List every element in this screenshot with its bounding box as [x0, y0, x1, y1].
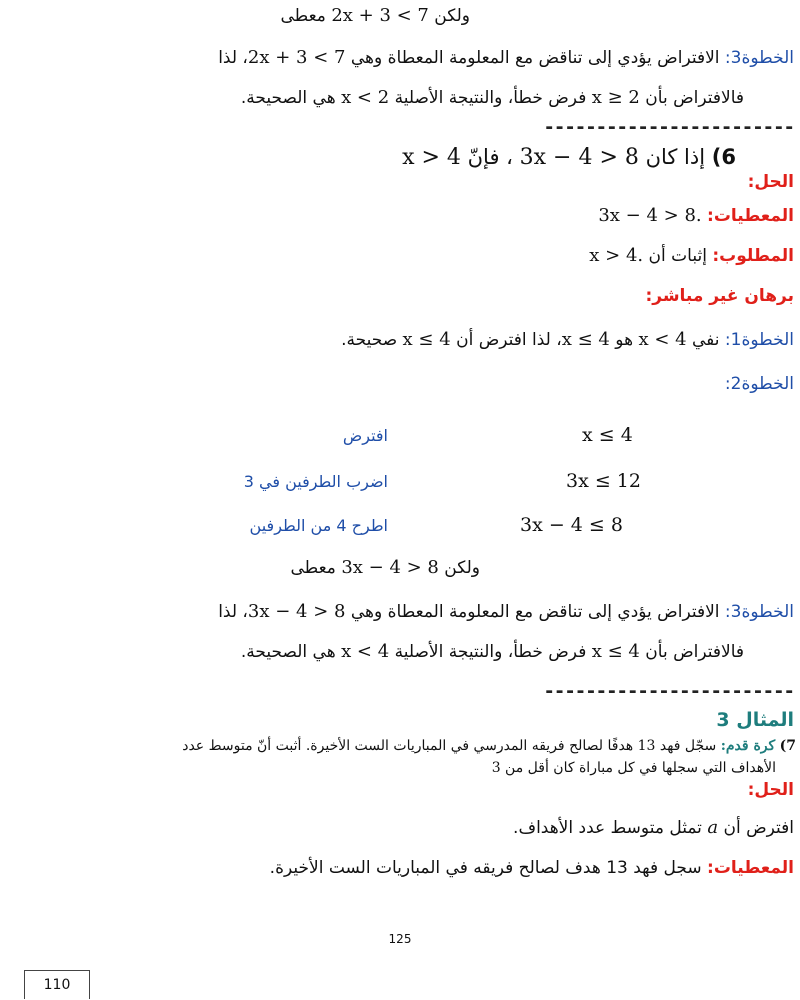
step-math-3: 3x − 4 ≤ 8 — [520, 514, 623, 536]
step-note-3: اطرح 4 من الطرفين — [249, 516, 388, 535]
book-page-box: 110 — [24, 970, 90, 999]
divider: ------------------------ — [543, 680, 794, 702]
solution-label: الحل: — [747, 172, 794, 192]
step3-line2: فالافتراض بأن x ≤ 4 فرض خطأ، والنتيجة الأصلية x < 4 هي الصحيحة. — [240, 641, 744, 662]
example-solution-label: الحل: — [747, 780, 794, 800]
divider: ------------------------ — [543, 116, 794, 138]
step-note-2: اضرب الطرفين في 3 — [243, 472, 388, 491]
step3-prev-line2: فالافتراض بأن x ≥ 2 فرض خطأ، والنتيجة الأصلية x < 2 هي الصحيحة. — [240, 87, 744, 108]
page-number: 125 — [388, 932, 412, 946]
required-line: المطلوب: إثبات أن x > 4. — [589, 245, 794, 266]
given-line-prev: ولكن 2x + 3 < 7 معطى — [280, 5, 470, 26]
assume-line: افترض أن a تمثل متوسط عدد الأهداف. — [513, 817, 794, 838]
step-note-1: افترض — [342, 426, 388, 445]
step-math-2: 3x ≤ 12 — [566, 470, 641, 492]
step3-line1: الخطوة3: الافتراض يؤدي إلى تناقض مع المعلومة المعطاة وهي 3x − 4 > 8، لذا — [218, 601, 794, 622]
step3-prev-line1: الخطوة3: الافتراض يؤدي إلى تناقض مع المعلومة المعطاة وهي 2x + 3 < 7، لذا — [218, 47, 794, 68]
example-given-line: المعطيات: سجل فهد 13 هدف لصالح فريقه في المباريات الست الأخيرة. — [269, 858, 794, 878]
step-math-1: x ≤ 4 — [582, 424, 633, 446]
but-given-line: ولكن 3x − 4 > 8 معطى — [290, 557, 480, 578]
step2-label: الخطوة2: — [724, 374, 794, 394]
method-label: برهان غير مباشر: — [645, 286, 794, 306]
example-text-line1: 7) كرة قدم: سجّل فهد 13 هدفًا لصالح فريقه المدرسي في المباريات الست الأخيرة. أثبت أنّ متوسط عدد — [182, 738, 796, 754]
example-title: المثال 3 — [716, 709, 794, 731]
given-line: المعطيات: 3x − 4 > 8. — [598, 205, 794, 226]
problem-6-heading: 6) إذا كان 3x − 4 > 8 ، فإنّ x > 4 — [402, 145, 736, 170]
example-text-line2: الأهداف التي سجلها في كل مباراة كان أقل من 3 — [491, 760, 776, 776]
step1-line: الخطوة1: نفي x < 4 هو x ≤ 4، لذا افترض أن x ≤ 4 صحيحة. — [341, 329, 794, 350]
